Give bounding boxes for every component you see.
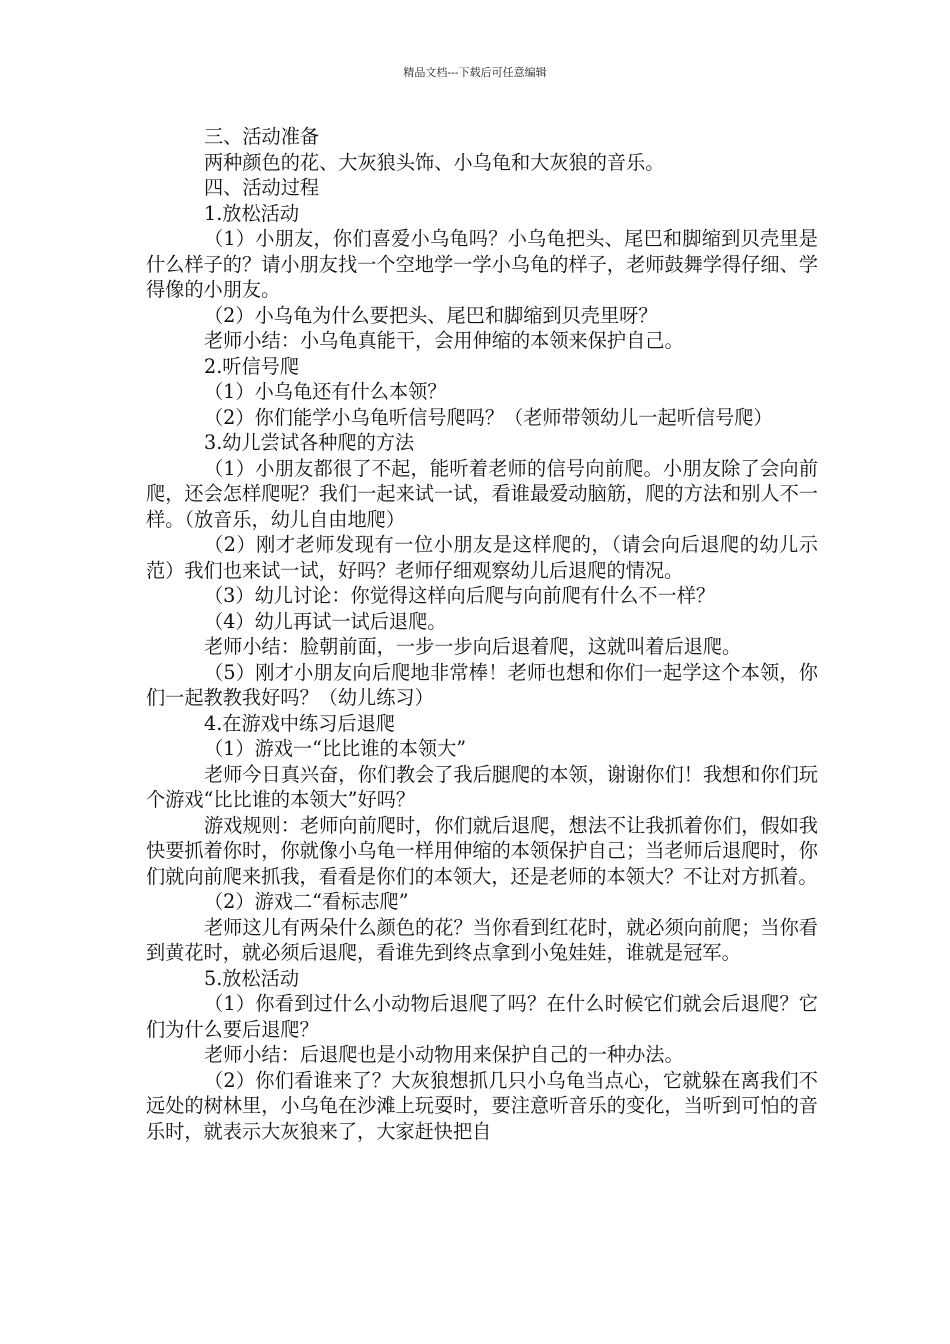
paragraph: （2）你们看谁来了？大灰狼想抓几只小乌龟当点心，它就躲在离我们不远处的树林里，小乌龟在沙滩上玩耍时，要注意听音乐的变化，当听到可怕的音乐时，就表示大灰狼来了，大家赶快把自: [146, 1068, 818, 1143]
paragraph: 老师小结：小乌龟真能干，会用伸缩的本领来保护自己。: [204, 329, 684, 352]
paragraph: （1）你看到过什么小动物后退爬了吗？在什么时候它们就会后退爬？它们为什么要后退爬？: [146, 992, 818, 1041]
paragraph: 老师小结：脸朝前面，一步一步向后退着爬，这就叫着后退爬。: [204, 635, 742, 658]
section-heading: 四、活动过程: [204, 176, 320, 199]
subsection-heading: 3.幼儿尝试各种爬的方法: [204, 431, 415, 454]
paragraph: （2）小乌龟为什么要把头、尾巴和脚缩到贝壳里呀？: [204, 303, 658, 327]
subsection-heading: 4.在游戏中练习后退爬: [204, 711, 395, 735]
paragraph: 老师这儿有两朵什么颜色的花？当你看到红花时，就必须向前爬；当你看到黄花时，就必须后退爬，看谁先到终点拿到小兔娃娃，谁就是冠军。: [146, 915, 818, 964]
paragraph: （2）你们能学小乌龟听信号爬吗？（老师带领幼儿一起听信号爬）: [204, 405, 773, 429]
paragraph: （1）小乌龟还有什么本领？: [204, 380, 447, 403]
subsection-heading: 2.听信号爬: [204, 354, 300, 378]
subsection-heading: 1.放松活动: [204, 201, 300, 225]
paragraph: （3）幼儿讨论：你觉得这样向后爬与向前爬有什么不一样？: [204, 584, 716, 607]
paragraph: （1）小朋友，你们喜爱小乌龟吗？小乌龟把头、尾巴和脚缩到贝壳里是什么样子的？请小朋友找一个空地学一学小乌龟的样子，老师鼓舞学得仔细、学得像的小朋友。: [146, 227, 818, 301]
paragraph: （1）小朋友都很了不起，能听着老师的信号向前爬。小朋友除了会向前爬，还会怎样爬呢？我们一起来试一试，看谁最爱动脑筋，爬的方法和别人不一样。（放音乐，幼儿自由地爬）: [146, 456, 818, 531]
paragraph: （2）游戏二“看标志爬”: [204, 890, 409, 913]
section-heading: 三、活动准备: [204, 125, 320, 148]
paragraph: （5）刚才小朋友向后爬地非常棒！老师也想和你们一起学这个本领，你们一起教教我好吗？（幼儿练习）: [146, 660, 818, 709]
paragraph: 两种颜色的花、大灰狼头饰、小乌龟和大灰狼的音乐。: [204, 150, 665, 174]
page-header: 精品文档---下载后可任意编辑: [403, 66, 547, 79]
paragraph: 游戏规则：老师向前爬时，你们就后退爬，想法不让我抓着你们，假如我快要抓着你时，你就像小乌龟一样用伸缩的本领保护自己；当老师后退爬时，你们就向前爬来抓我，看看是你们的本领大，还是老师的本领大？不让对方抓着。: [146, 813, 818, 888]
paragraph: 老师今日真兴奋，你们教会了我后腿爬的本领，谢谢你们！我想和你们玩个游戏“比比谁的本领大”好吗？: [146, 762, 818, 811]
paragraph: 老师小结：后退爬也是小动物用来保护自己的一种办法。: [204, 1043, 684, 1066]
document-body: [146, 124, 818, 1144]
paragraph: （2）刚才老师发现有一位小朋友是这样爬的，（请会向后退爬的幼儿示范）我们也来试一试，好吗？老师仔细观察幼儿后退爬的情况。: [146, 533, 818, 582]
subsection-heading: 5.放松活动: [204, 966, 300, 990]
paragraph: （1）游戏一“比比谁的本领大”: [204, 737, 467, 760]
paragraph: （4）幼儿再试一试后退爬。: [204, 609, 447, 633]
